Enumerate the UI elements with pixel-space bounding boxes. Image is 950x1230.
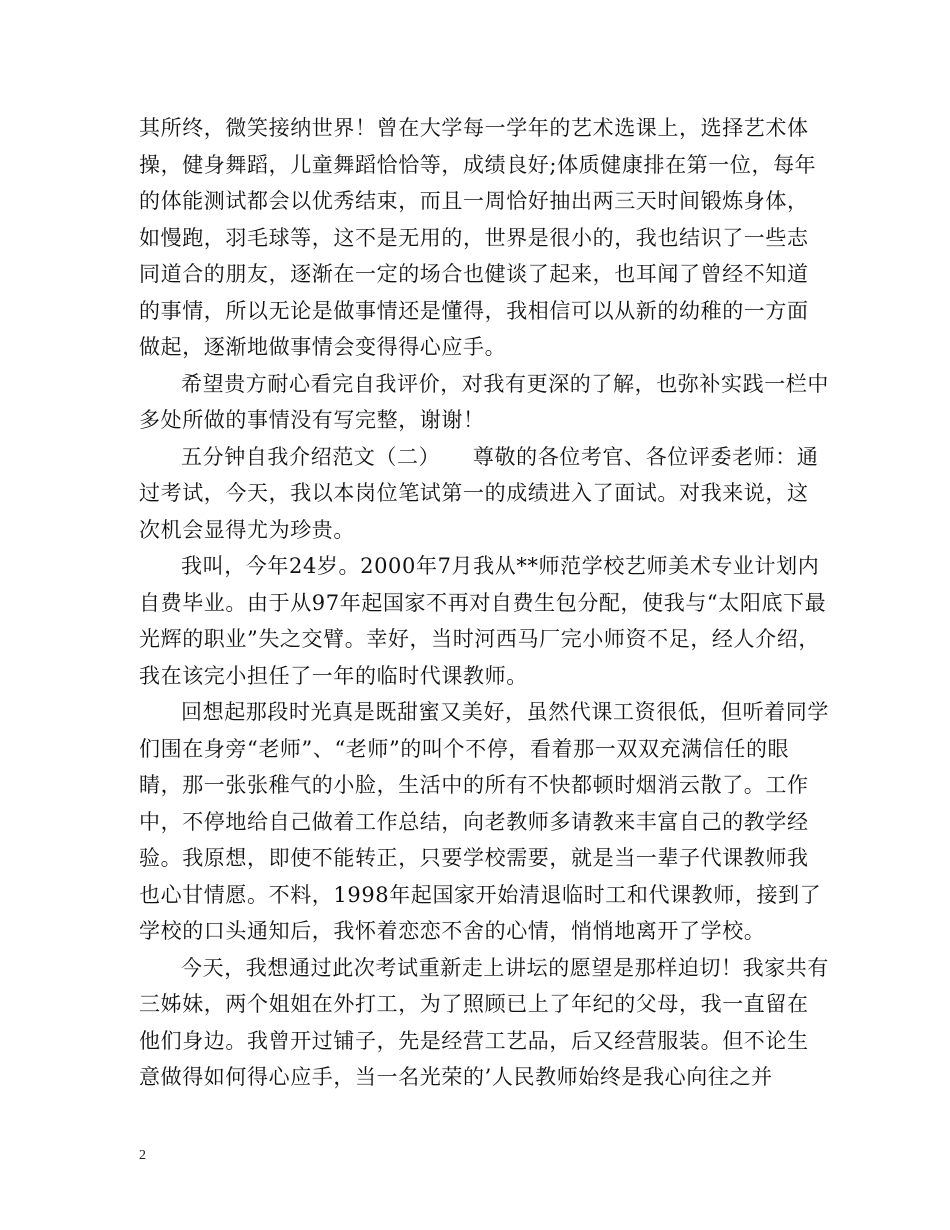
paragraph-3: 五分钟自我介绍范文（二） 尊敬的各位考官、各位评委老师：通过考试，今天，我以本岗位笔试第一的成绩进入了面试。对我来说，这次机会显得尤为珍贵。	[139, 444, 819, 542]
paragraph-1: 其所终，微笑接纳世界！曾在大学每一学年的艺术选课上，选择艺术体操，健身舞蹈，儿童舞蹈恰恰等，成绩良好;体质健康排在第一位，每年的体能测试都会以优秀结束，而且一周恰好抽出两三天时间锻炼身体，如慢跑，羽毛球等，这不是无用的，世界是很小的，我也结识了一些志同道合的朋友，逐渐在一定的场合也健谈了起来，也耳闻了曾经不知道的事情，所以无论是做事情还是懂得，我相信可以从新的幼稚的一方面做起，逐渐地做事情会变得得心应手。	[139, 116, 817, 359]
paragraph-6: 今天，我想通过此次考试重新走上讲坛的愿望是那样迫切！我家共有三姊妹，两个姐姐在外打工，为了照顾已上了年纪的父母，我一直留在他们身边。我曾开过铺子，先是经营工艺品，后又经营服装。但不论生意做得如何得心应手，当一名光荣的’人民教师始终是我心向往之并	[139, 955, 829, 1089]
paragraph-4: 我叫，今年24岁。2000年7月我从**师范学校艺师美术专业计划内自费毕业。由于从97年起国家不再对自费生包分配，使我与“太阳底下最光辉的职业”失之交臂。幸好，当时河西马厂完小师资不足，经人介绍，我在该完小担任了一年的临时代课教师。	[139, 554, 827, 688]
paragraph-2: 希望贵方耐心看完自我评价，对我有更深的了解，也弥补实践一栏中多处所做的事情没有写完整，谢谢！	[139, 371, 829, 432]
paragraph-5: 回想起那段时光真是既甜蜜又美好，虽然代课工资很低，但听着同学们围在身旁“老师”、“老师”的叫个不停，看着那一双双充满信任的眼睛，那一张张稚气的小脸，生活中的所有不快都顿时烟消云散了。工作中，不停地给自己做着工作总结，向老教师多请教来丰富自己的教学经验。我原想，即使不能转正，只要学校需要，就是当一辈子代课教师我也心甘情愿。不料，1998年起国家开始清退临时工和代课教师，接到了学校的口头通知后，我怀着恋恋不舍的心情，悄悄地离开了学校。	[139, 700, 829, 943]
document-body	[139, 110, 829, 1096]
page-number: 2	[139, 1148, 146, 1163]
